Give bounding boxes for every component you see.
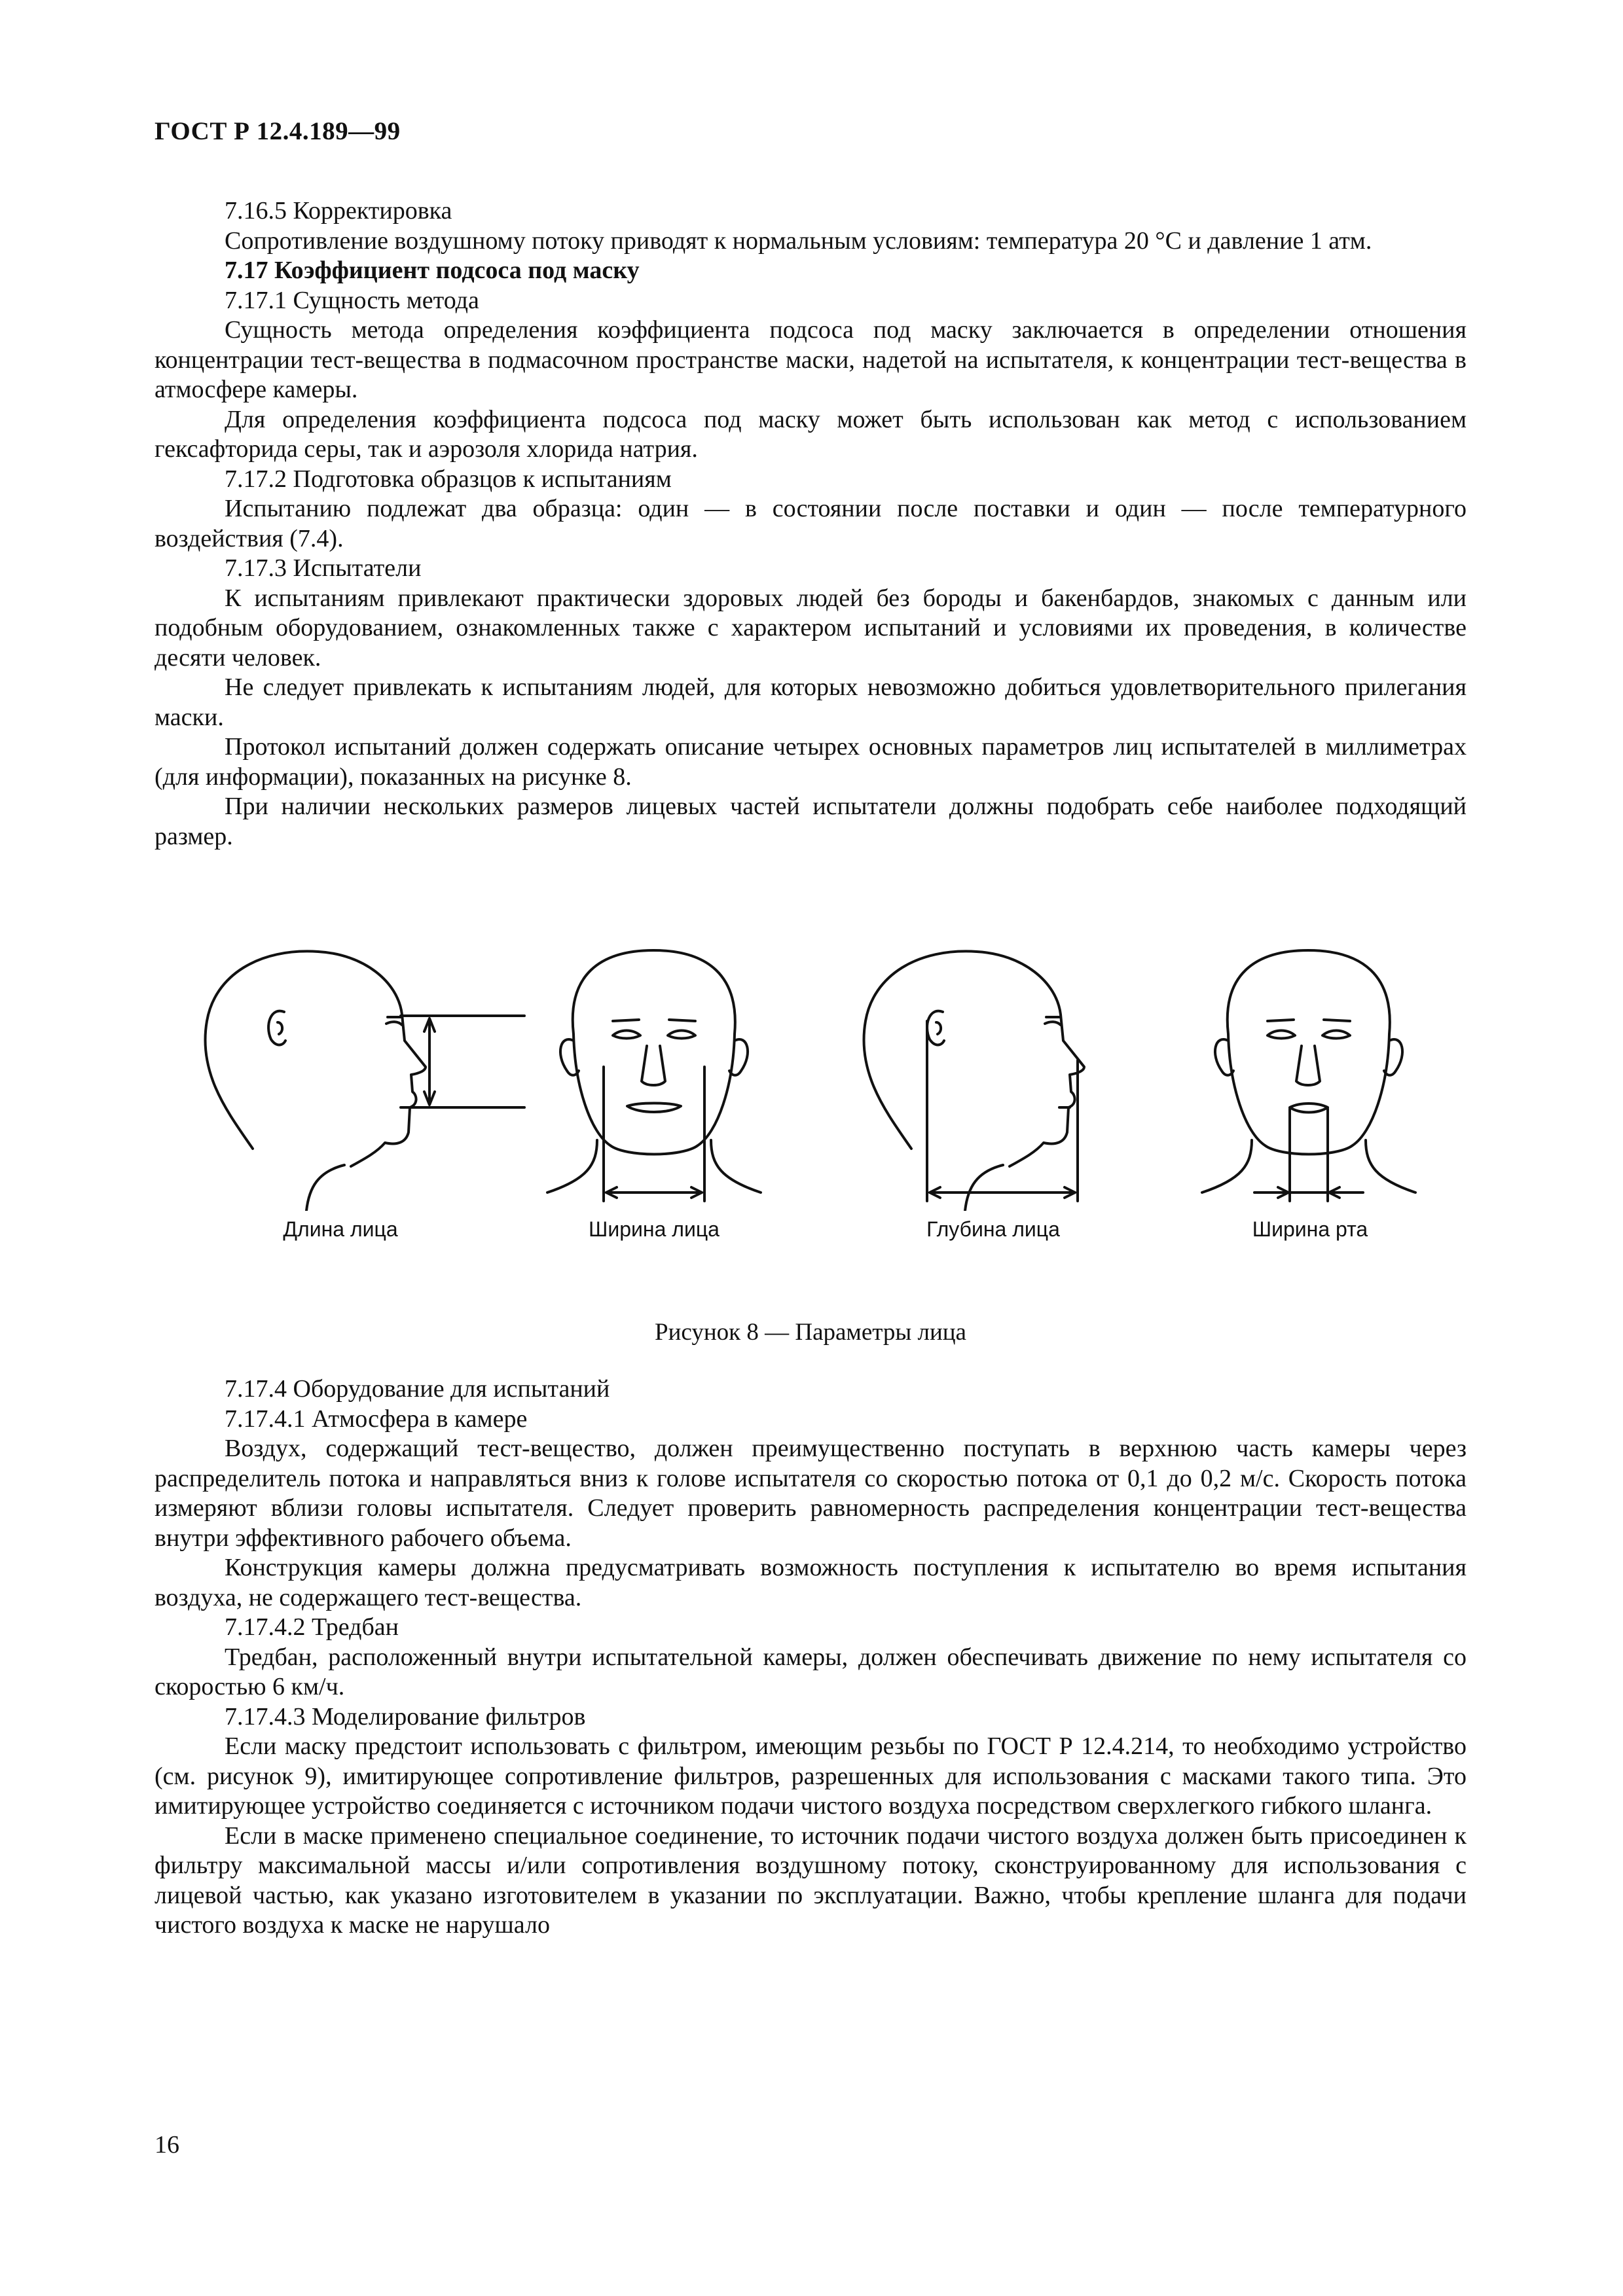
subsection-title: 7.17.4 Оборудование для испытаний <box>225 1375 610 1403</box>
subsection-title: 7.17.1 Сущность метода <box>225 286 479 314</box>
subsection-title: 7.17.2 Подготовка образцов к испытаниям <box>225 465 672 493</box>
subsection-title: 7.17.4.1 Атмосфера в камере <box>225 1405 528 1433</box>
paragraph: Сущность метода определения коэффициента подсоса под маску заключается в определении отношения концентрации тест-вещества в подмасочном пространстве маски, надетой на испытателя, к концентрации тест-вещества в атмосфере камеры. <box>155 316 1467 403</box>
label-face-depth: Глубина лица <box>926 1217 1060 1241</box>
figure-caption: Рисунок 8 — Параметры лица <box>655 1319 966 1346</box>
document-code: ГОСТ Р 12.4.189—99 <box>155 117 401 145</box>
profile-head-icon <box>864 951 1084 1211</box>
paragraph: Тредбан, расположенный внутри испытательной камеры, должен обеспечивать движение по нему испытателя со скоростью 6 км/ч. <box>155 1643 1467 1700</box>
paragraph: Воздух, содержащий тест-вещество, должен преимущественно поступать в верхнюю часть камеры через распределитель потока и направляться вниз к голове испытателя со скоростью потока от 0,1 до 0,2 м/с. Скорость потока измеряют вблизи головы испытателя. Следует проверить равномерность распределения концентрации тест-вещества внутри эффективного рабочего объема. <box>155 1435 1467 1552</box>
paragraph: Если маску предстоит использовать с фильтром, имеющим резьбы по ГОСТ Р 12.4.214, то необходимо устройство (см. рисунок 9), имитирующее сопротивление фильтров, разрешенных для использования с масками такого типа. Это имитирующее устройство соединяется с источником подачи чистого воздуха посредством сверхлегкого гибкого шланга. <box>155 1732 1467 1820</box>
paragraph: Для определения коэффициента подсоса под маску может быть использован как метод с использованием гексафторида серы, так и аэрозоля хлорида натрия. <box>155 405 1467 463</box>
figure-face-parameters <box>155 936 1467 1276</box>
text-section-top <box>155 196 1467 852</box>
text-section-bottom <box>155 1374 1467 1941</box>
page-number: 16 <box>155 2131 179 2159</box>
label-face-length: Длина лица <box>283 1217 398 1241</box>
paragraph: Сопротивление воздушному потоку приводят к нормальным условиям: температура 20 °С и давление 1 атм. <box>225 226 1372 255</box>
front-head-icon <box>547 950 761 1193</box>
profile-head-icon <box>205 951 426 1211</box>
paragraph: К испытаниям привлекают практически здоровых людей без бороды и бакенбардов, знакомых с данным или подобным оборудованием, ознакомленных также с характером испытаний и условиями их проведения, в количестве десяти человек. <box>155 584 1467 672</box>
paragraph: Если в маске применено специальное соединение, то источник подачи чистого воздуха должен быть присоединен к фильтру максимальной массы и/или сопротивления воздушному потоку, сконструированному для использования с лицевой частью, как указано изготовителем в указании по эксплуатации. Важно, чтобы крепление шланга для подачи чистого воздуха к маске не нарушало <box>155 1821 1467 1939</box>
subsection-title: 7.17.3 Испытатели <box>225 554 422 582</box>
paragraph: Протокол испытаний должен содержать описание четырех основных параметров лиц испытателей в миллиметрах (для информации), показанных на рисунке 8. <box>155 733 1467 791</box>
front-head-icon <box>1202 950 1415 1193</box>
subsection-title: 7.17.4.3 Моделирование фильтров <box>225 1702 586 1731</box>
subsection-title: 7.16.5 Корректировка <box>225 197 452 224</box>
paragraph: Испытанию подлежат два образца: один — в состоянии после поставки и один — после температурного воздействия (7.4). <box>155 495 1467 552</box>
label-mouth-width: Ширина рта <box>1252 1217 1368 1241</box>
section-heading: 7.17 Коэффициент подсоса под маску <box>225 257 640 284</box>
paragraph: Конструкция камеры должна предусматривать возможность поступления к испытателю во время испытания воздуха, не содержащего тест-вещества. <box>155 1554 1467 1611</box>
face-parameters-drawing <box>155 936 1467 1211</box>
subsection-title: 7.17.4.2 Тредбан <box>225 1613 399 1641</box>
paragraph: Не следует привлекать к испытаниям людей, для которых невозможно добиться удовлетворительного прилегания маски. <box>155 673 1467 731</box>
paragraph: При наличии нескольких размеров лицевых частей испытатели должны подобрать себе наиболее подходящий размер. <box>155 793 1467 850</box>
label-face-width: Ширина лица <box>589 1217 720 1241</box>
